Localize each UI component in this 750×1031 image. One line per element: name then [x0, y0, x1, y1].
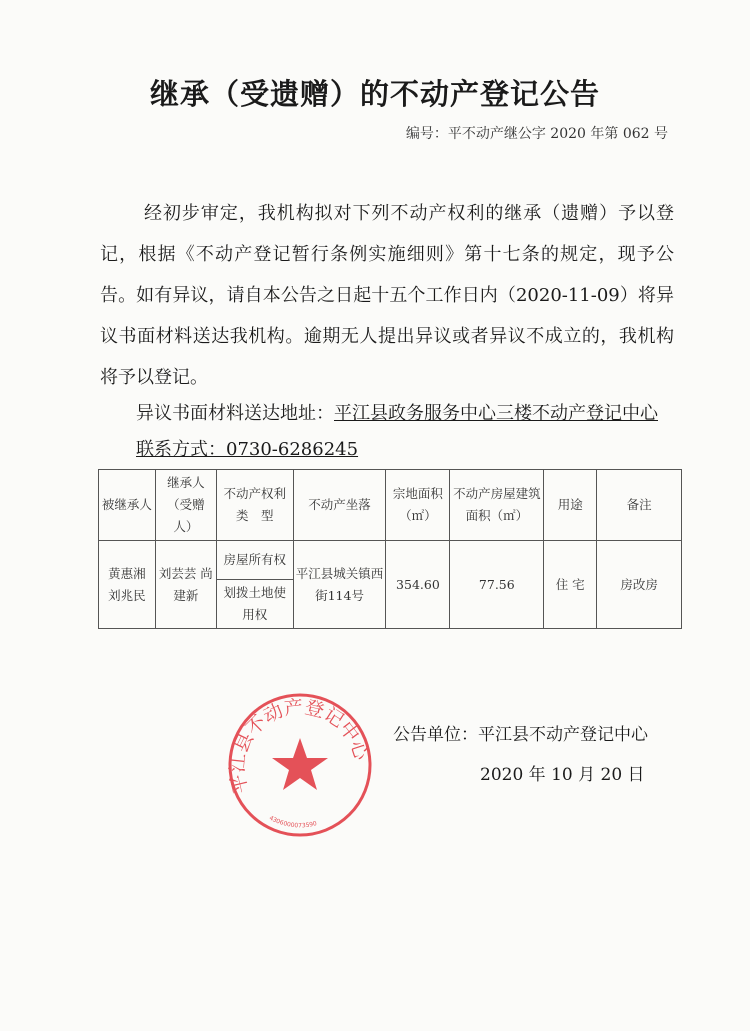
table-header: 被继承人	[99, 470, 156, 541]
land-area-cell: 354.60	[386, 541, 450, 629]
table-header-row	[99, 470, 682, 541]
table-header: 不动产坐落	[293, 470, 386, 541]
page-title: 继承（受遗赠）的不动产登记公告	[149, 77, 600, 111]
right-type-cell: 房屋所有权	[216, 541, 293, 580]
table-header: 用途	[544, 470, 597, 541]
announcement-date: 2020 年 10 月 20 日	[480, 765, 645, 785]
location-cell: 平江县城关镇西街114号	[293, 541, 386, 629]
objection-address-label: 异议书面材料送达地址：	[136, 403, 334, 424]
objection-address-value: 平江县政务服务中心三楼不动产登记中心	[334, 403, 658, 424]
right-type-cell: 划拨土地使用权	[216, 580, 293, 629]
table-header: 继承人（受赠人）	[155, 470, 216, 541]
table-header: 不动产权利类 型	[216, 470, 293, 541]
table-row	[99, 541, 682, 580]
use-cell: 住 宅	[544, 541, 597, 629]
document-number: 编号：平不动产继公字 2020 年第 062 号	[405, 126, 668, 142]
remark-cell: 房改房	[597, 541, 682, 629]
announcement-body: 经初步审定，我机构拟对下列不动产权利的继承（遗赠）予以登记，根据《不动产登记暂行条例实施细则》第十七条的规定，现予公告。如有异议，请自本公告之日起十五个工作日内（2020-11-09）将异议书面材料送达我机构。逾期无人提出异议或者异议不成立的，我机构将予以登记。	[100, 203, 674, 388]
svg-text:4306000073590: 4306000073590	[267, 814, 318, 830]
announcer: 公告单位：平江县不动产登记中心	[393, 725, 648, 745]
svg-text:平江县不动产登记中心: 平江县不动产登记中心	[226, 695, 373, 796]
table-header: 宗地面积（㎡）	[386, 470, 450, 541]
property-table	[98, 469, 682, 629]
contact-info: 联系方式：0730-6286245	[136, 439, 359, 460]
objection-address	[136, 402, 658, 426]
table-header: 备注	[597, 470, 682, 541]
decedents-cell: 黄惠湘 刘兆民	[99, 541, 156, 629]
building-area-cell: 77.56	[450, 541, 544, 629]
table-header: 不动产房屋建筑面积（㎡）	[450, 470, 544, 541]
official-seal-icon	[225, 690, 375, 840]
heirs-cell: 刘芸芸 尚建新	[155, 541, 216, 629]
